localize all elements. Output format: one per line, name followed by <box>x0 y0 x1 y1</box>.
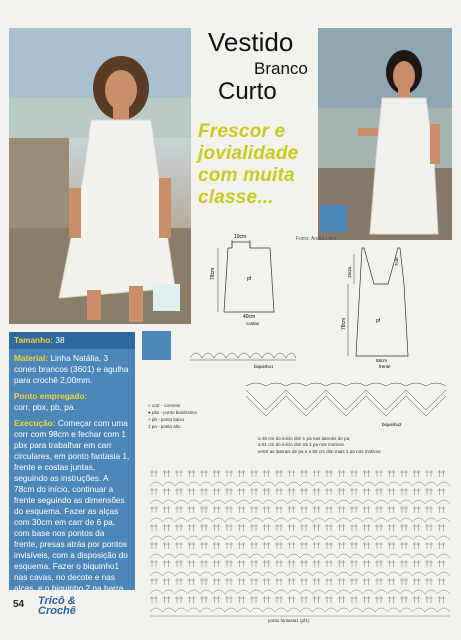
size-row <box>9 332 135 349</box>
front-bottom-width: 58cm <box>376 358 388 363</box>
swatch-blue-right <box>320 205 347 232</box>
back-top-width: 10cm <box>234 234 247 240</box>
legend-corr-text: corr - corrente <box>151 403 181 408</box>
stitch-instructions <box>258 436 381 455</box>
legend-pb-symbol: + <box>148 417 152 422</box>
title-line2: Branco <box>254 59 308 78</box>
biquinho2-caption: biquinho2 <box>382 422 402 427</box>
size-value: 38 <box>55 335 65 345</box>
material-block <box>9 349 135 386</box>
legend-pa-symbol: ‡ <box>148 424 152 429</box>
photo-left <box>9 28 191 324</box>
material-text: Linha Natália, 3 cones brancos (3601) e agulha para crochê 2,00mm. <box>14 353 129 385</box>
legend-pa-text: pa - ponto alto <box>151 424 181 429</box>
slogan-line2: jovialidade <box>198 143 299 164</box>
magazine-logo <box>38 596 76 616</box>
slogan-line4: classe... <box>198 187 274 208</box>
page-number: 54 <box>13 599 25 610</box>
legend-pbx-symbol: ● <box>148 410 152 415</box>
front-caption: frente <box>379 364 391 369</box>
biquinho1-caption: biquinho1 <box>254 364 274 369</box>
front-height: 78cm <box>341 317 347 330</box>
back-caption: costas <box>246 321 260 326</box>
ponto-text: corr, pbx, pb, pa. <box>14 402 76 412</box>
instr-line3: entre as laterais de pa e a 66 cm dim mais 1 pa nos motivos <box>258 448 381 454</box>
biquinho1-diagram <box>188 346 298 370</box>
back-bottom-width: 40cm <box>243 314 256 320</box>
ponto-label: Ponto empregado: <box>14 391 88 401</box>
front-armhole: 16cm <box>347 266 352 278</box>
legend-corr-symbol: ○ <box>148 403 152 408</box>
execucao-text: Começar com uma corr com 98cm e fechar com 1 pbx para trabalhar em carr circulares, em ponto fantasia 1, frente e costas juntas, seguindo as instruções. A 78cm do início, continuar a frente seguindo as dimensões do esquema. Fazer as alças com 30cm em carr de 6 pa, com base nos pontos da frente, presas atrás por pontos invisíveis, com a disposição do esquema. Fazer o biquinho1 nas cavas, no decote e nas alças, e o biquinho 2 na barra. <box>14 418 130 593</box>
schema-front <box>334 244 434 369</box>
front-strap: 7cm <box>394 257 399 266</box>
legend-pbx-text: pbx - ponto baixíssimo <box>151 410 197 415</box>
back-center: pf <box>247 276 252 282</box>
legend-pbx <box>148 409 228 416</box>
front-center: pf <box>376 318 381 324</box>
legend-pb <box>148 416 228 423</box>
legend-pb-text: pb - ponto baixo <box>151 417 185 422</box>
photo-credit: Fotos: André Lima <box>296 236 337 242</box>
execucao-block <box>9 413 135 594</box>
logo-line1: Tricô & <box>38 595 76 607</box>
swatch-mint <box>153 284 180 311</box>
fantasia-caption: ponto fantasia1 (pf1) <box>268 618 310 623</box>
photo-left-illustration <box>9 28 191 324</box>
material-label: Material: <box>14 353 49 363</box>
execucao-label: Execução: <box>14 418 56 428</box>
instr-line1: a 46 cm do início dim 1 pa nas laterais de pa; <box>258 436 351 441</box>
legend-pa <box>148 423 228 430</box>
instr-line2: a 51 cm do início dim 15 1 pa nos motivos <box>258 442 344 448</box>
biquinho2-diagram <box>244 382 452 428</box>
title-line1: Vestido <box>208 27 294 57</box>
size-label: Tamanho: <box>14 335 54 345</box>
swatch-blue-left <box>142 331 171 360</box>
title-line3: Curto <box>218 78 277 105</box>
legend-corr <box>148 402 228 409</box>
stitch-legend <box>148 402 228 430</box>
ponto-block <box>9 386 135 413</box>
schema-back <box>200 228 295 328</box>
logo-line2: Crochê <box>38 605 76 617</box>
back-height: 78cm <box>210 267 216 280</box>
slogan <box>198 121 318 209</box>
slogan-line3: com muita <box>198 165 295 186</box>
ponto-fantasia-chart <box>146 466 452 624</box>
info-box <box>9 332 135 593</box>
slogan-line1: Frescor e <box>198 121 286 142</box>
